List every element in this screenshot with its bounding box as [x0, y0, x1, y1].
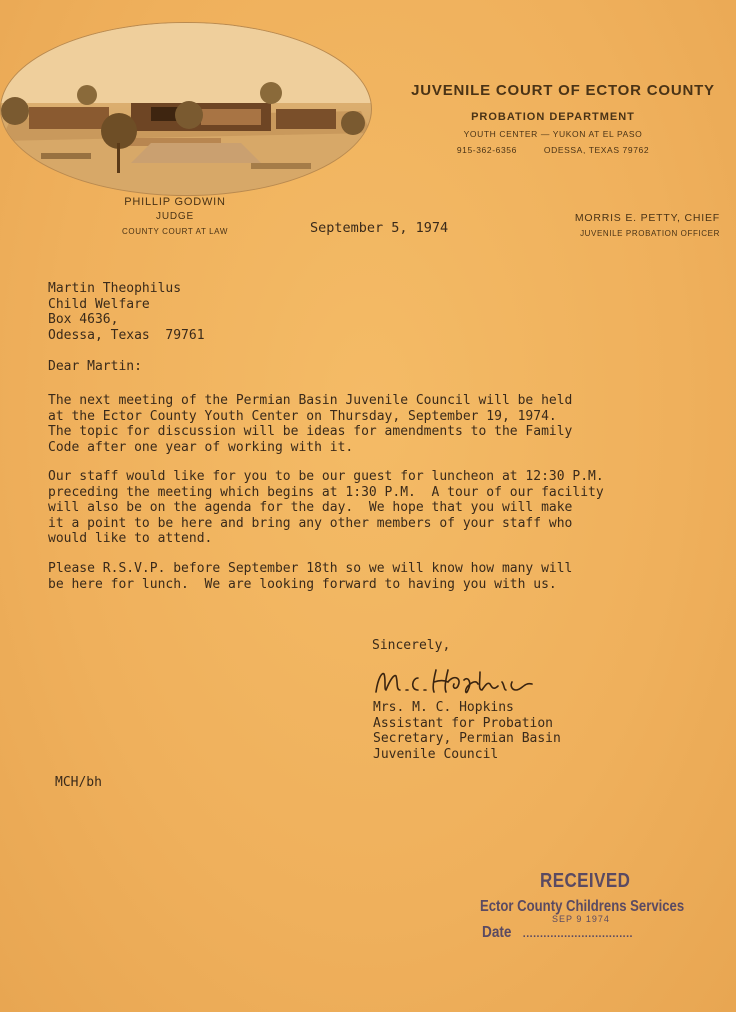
- letterhead-city: ODESSA, TEXAS 79762: [543, 145, 650, 155]
- judge-title: JUDGE: [156, 211, 194, 222]
- letterhead-location: YOUTH CENTER — YUKON AT EL PASO: [463, 129, 643, 139]
- chief-title: JUVENILE PROBATION OFFICER: [580, 229, 720, 238]
- typist-initials: MCH/bh: [55, 775, 102, 790]
- stamp-date-line: ................................: [522, 924, 633, 941]
- stamp-date: SEP 9 1974: [552, 914, 610, 924]
- closing: Sincerely,: [372, 638, 451, 653]
- letterhead-department: PROBATION DEPARTMENT: [471, 111, 635, 123]
- judge-court: COUNTY COURT AT LAW: [122, 227, 228, 236]
- paragraph-rsvp: Please R.S.V.P. before September 18th so we will know how many will be here for lunch. We are looking forward to having you with us.: [48, 561, 573, 592]
- signer-block: Mrs. M. C. Hopkins Assistant for Probation Secretary, Permian Basin Juvenile Council: [373, 700, 561, 762]
- stamp-date-label: Date: [482, 924, 512, 941]
- chief-name: MORRIS E. PETTY, CHIEF: [574, 212, 720, 224]
- letter-date: September 5, 1974: [310, 220, 449, 236]
- recipient-box: Box 4636,: [48, 312, 119, 327]
- letterhead-title: JUVENILE COURT OF ECTOR COUNTY: [411, 82, 715, 99]
- salutation: Dear Martin:: [48, 359, 142, 374]
- stamp-received: RECEIVED: [540, 870, 631, 892]
- handwritten-signature: [372, 660, 572, 700]
- paragraph-luncheon: Our staff would like for you to be our guest for luncheon at 12:30 P.M. preceding the meeting which begins at 1:30 P.M. A tour of our facility will also be on the agenda for the day. We hope that you will make it a point to be here and bring any other members of your staff who would like to attend.: [48, 469, 604, 546]
- letterhead-phone: 915-362-6356: [456, 145, 517, 155]
- paragraph-meeting: The next meeting of the Permian Basin Juvenile Council will be held at the Ector County Youth Center on Thursday, September 19, 1974. The topic for discussion will be ideas for amendments to the Family Code after one year of working with it.: [48, 393, 573, 455]
- recipient-city: Odessa, Texas 79761: [48, 327, 205, 343]
- stamp-organization: Ector County Childrens Services: [480, 898, 685, 915]
- recipient-org: Child Welfare: [48, 296, 150, 312]
- letterhead: [388, 82, 718, 155]
- letterhead-contact: [388, 145, 718, 155]
- youth-center-illustration: [0, 22, 372, 196]
- building-drawing: [1, 23, 371, 195]
- chief-block: [540, 212, 720, 238]
- judge-block: [100, 196, 250, 236]
- judge-name: PHILLIP GODWIN: [124, 196, 226, 208]
- recipient-name: Martin Theophilus: [48, 281, 182, 296]
- recipient-address: [48, 281, 205, 343]
